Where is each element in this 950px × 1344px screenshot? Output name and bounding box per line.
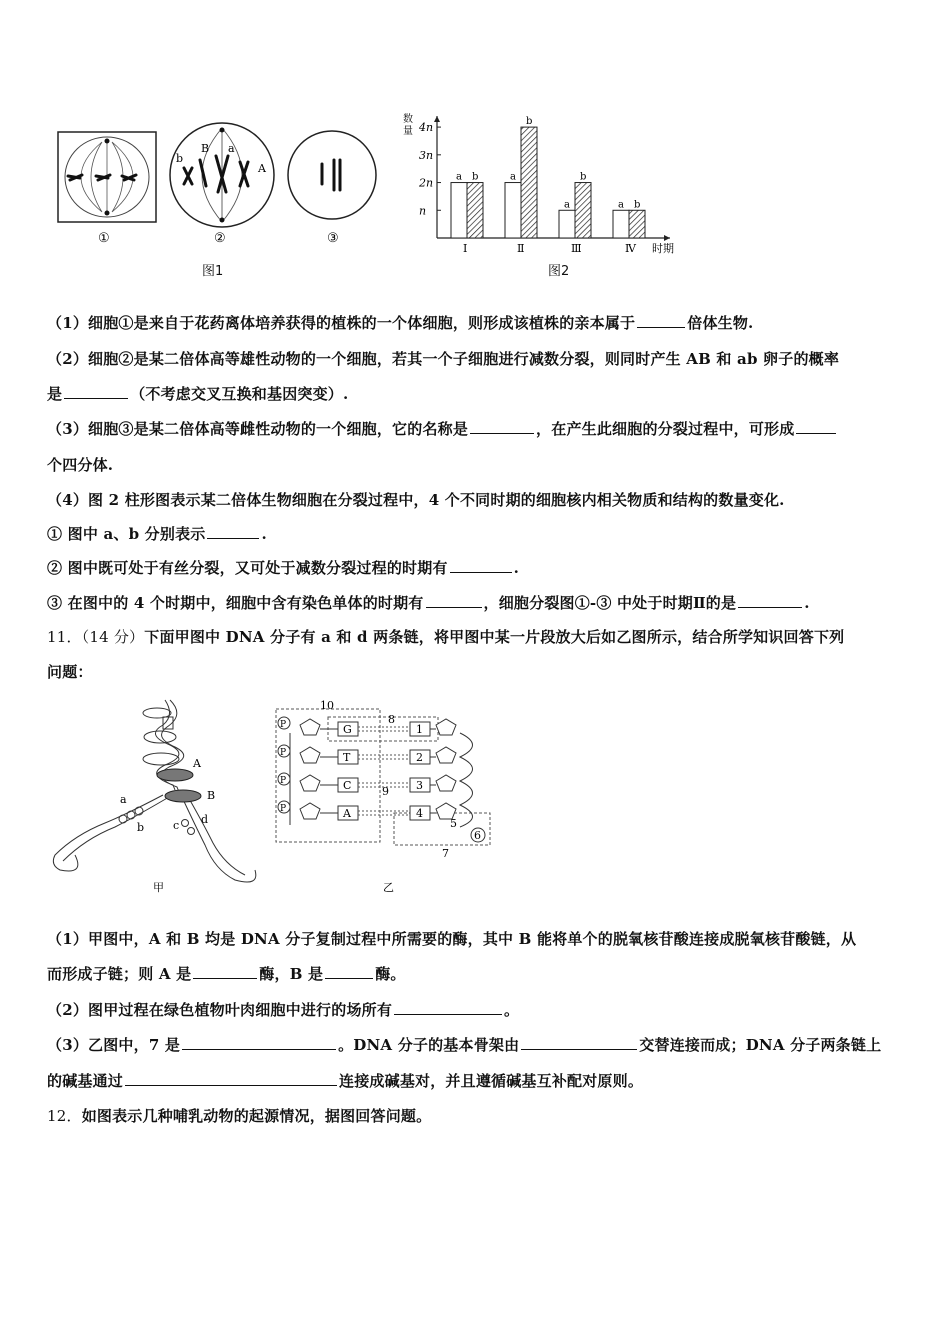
- bar-a-4: [613, 210, 629, 238]
- pair-base-label-4: 4: [416, 807, 423, 820]
- yi-label-10: 10: [320, 699, 334, 712]
- chart-ytick-4: 4n: [419, 121, 434, 135]
- chart-xlabel: 时期: [652, 242, 674, 255]
- figure-yi: [270, 695, 510, 895]
- blank-q10-s2[interactable]: [450, 557, 512, 573]
- base-label-1: G: [343, 723, 352, 736]
- phosphate-label-1: P: [280, 720, 287, 730]
- blank-q10-s1[interactable]: [207, 523, 259, 539]
- bar-label-a-4: a: [618, 199, 624, 211]
- bar-label-a-2: a: [510, 171, 516, 183]
- q11-part1b: 而形成子链；则 A 是 酶，B 是 酶。: [47, 965, 406, 983]
- cell2-label-A: A: [258, 162, 266, 175]
- blank-q11-3a[interactable]: [182, 1034, 336, 1050]
- q11-part2: （2）图甲过程在绿色植物叶肉细胞中进行的场所有 。: [47, 1001, 520, 1019]
- blank-q10-3b[interactable]: [796, 418, 836, 434]
- figure-jia: [45, 695, 275, 895]
- cell2-diagram: [170, 123, 274, 227]
- fig-jia-label: 甲: [153, 881, 164, 894]
- bar-label-a-1: a: [456, 171, 462, 183]
- q10-part4: （4）图 2 柱形图表示某二倍体生物细胞在分裂过程中，4 个不同时期的细胞核内相关物质和结构的数量变化.: [47, 491, 785, 509]
- jia-label-B: B: [207, 789, 216, 802]
- q11-part3b: 的碱基通过 连接成碱基对，并且遵循碱基互补配对原则。: [47, 1072, 644, 1090]
- blank-q10-3a[interactable]: [470, 418, 534, 434]
- cell2-label-a: a: [228, 142, 235, 155]
- base-label-4: A: [343, 807, 351, 820]
- cell3-label: ③: [327, 231, 339, 246]
- q11-part3: （3）乙图中，7 是 。DNA 分子的基本骨架由 交替连接而成；DNA 分子两条链上: [47, 1036, 882, 1054]
- bar-label-b-2: b: [526, 116, 533, 128]
- bar-label-a-3: a: [564, 199, 570, 211]
- q11-part1: （1）甲图中，A 和 B 均是 DNA 分子复制过程中所需要的酶，其中 B 能将单个的脱氧核苷酸连接成脱氧核苷酸链，从: [47, 930, 857, 948]
- phosphate-label-4: P: [280, 804, 287, 814]
- cell3-diagram: [288, 131, 376, 219]
- bar-a-1: [451, 183, 467, 238]
- figure2-chart: [395, 108, 695, 258]
- jia-label-b: b: [137, 821, 145, 834]
- figure1-caption: 图1: [202, 264, 224, 279]
- q11-heading2: 问题：: [47, 663, 93, 681]
- chart-ytick-3: 3n: [419, 148, 434, 162]
- bar-b-3: [575, 183, 591, 238]
- bar-label-b-1: b: [472, 171, 479, 183]
- chart-xtick-1: Ⅰ: [463, 242, 468, 255]
- chart-xtick-2: Ⅱ: [517, 242, 525, 255]
- pair-base-label-2: 2: [416, 751, 423, 764]
- blank-q11-2[interactable]: [394, 999, 502, 1015]
- bar-b-4: [629, 210, 645, 238]
- yi-label-5: 5: [450, 817, 457, 830]
- bar-b-2: [521, 127, 537, 238]
- bar-b-1: [467, 183, 483, 238]
- yi-label-7: 7: [442, 847, 449, 860]
- cell1-label: ①: [98, 231, 110, 246]
- jia-label-d: d: [201, 813, 209, 826]
- sugar-3: [300, 775, 320, 791]
- sugar-2: [300, 747, 320, 763]
- chart-ytick-2: 2n: [419, 176, 434, 190]
- jia-label-A: A: [193, 757, 201, 770]
- bar-label-b-4: b: [634, 199, 641, 211]
- sugar-1: [300, 719, 320, 735]
- q10-sub1: ① 图中 a、b 分别表示 .: [47, 525, 267, 543]
- bar-label-b-3: b: [580, 171, 587, 183]
- chart-xtick-4: Ⅳ: [625, 242, 636, 255]
- jia-label-a: a: [120, 793, 127, 806]
- q10-part3: （3）细胞③是某二倍体高等雌性动物的一个细胞，它的名称是 ，在产生此细胞的分裂过程中，可形成: [47, 418, 838, 439]
- bar-a-3: [559, 210, 575, 238]
- blank-q10-s3a[interactable]: [426, 592, 482, 608]
- yi-label-9: 9: [382, 785, 389, 798]
- blank-q10-s3b[interactable]: [738, 592, 802, 608]
- pair-sugar-2: [436, 747, 456, 763]
- q10-sub3: ③ 在图中的 4 个时期中，细胞中含有染色单体的时期有 ，细胞分裂图①-③ 中处于时期Ⅱ的是 .: [47, 594, 810, 612]
- chart-ytick-1: n: [419, 204, 427, 218]
- jia-label-c: c: [173, 819, 180, 832]
- cell2-label: ②: [214, 231, 226, 246]
- blank-q11-3c[interactable]: [125, 1070, 337, 1086]
- chart-ylabel: 数量: [403, 114, 413, 137]
- pair-base-label-3: 3: [416, 779, 423, 792]
- q12-heading: 12．如图表示几种哺乳动物的起源情况，据图回答问题。: [47, 1107, 432, 1125]
- cell1-diagram: [58, 132, 156, 222]
- q10-part1: （1）细胞①是来自于花药离体培养获得的植株的一个体细胞，则形成该植株的亲本属于 倍体生物.: [47, 314, 754, 332]
- blank-q10-1[interactable]: [637, 312, 685, 328]
- fig-yi-label: 乙: [383, 881, 394, 894]
- pair-sugar-1: [436, 719, 456, 735]
- blank-q10-2[interactable]: [64, 383, 128, 399]
- yi-label-6: 6: [474, 829, 481, 842]
- sugar-4: [300, 803, 320, 819]
- yi-label-8: 8: [388, 713, 395, 726]
- q10-part2: （2）细胞②是某二倍体高等雄性动物的一个细胞，若其一个子细胞进行减数分裂，则同时产生 AB 和 ab 卵子的概率: [47, 350, 840, 368]
- figure2-caption: 图2: [548, 264, 570, 279]
- q11-heading: 11．（14 分）下面甲图中 DNA 分子有 a 和 d 两条链，将甲图中某一片段放大后如乙图所示，结合所学知识回答下列: [47, 628, 845, 646]
- figure1: [50, 120, 390, 280]
- q10-sub2: ② 图中既可处于有丝分裂，又可处于减数分裂过程的时期有 .: [47, 559, 520, 577]
- pair-sugar-3: [436, 775, 456, 791]
- phosphate-label-3: P: [280, 776, 287, 786]
- chart-xtick-3: Ⅲ: [571, 242, 582, 255]
- base-label-2: T: [343, 751, 351, 764]
- bar-a-2: [505, 183, 521, 238]
- blank-q11-3b[interactable]: [521, 1034, 637, 1050]
- phosphate-label-2: P: [280, 748, 287, 758]
- cell2-label-b: b: [176, 152, 184, 165]
- q10-part2b: 是 （不考虑交叉互换和基因突变）.: [47, 385, 349, 403]
- blank-q11-1b[interactable]: [325, 963, 373, 979]
- blank-q11-1a[interactable]: [193, 963, 257, 979]
- base-label-3: C: [343, 779, 352, 792]
- q10-part3b: 个四分体.: [47, 456, 114, 474]
- pair-base-label-1: 1: [416, 723, 423, 736]
- cell2-label-B: B: [201, 142, 210, 155]
